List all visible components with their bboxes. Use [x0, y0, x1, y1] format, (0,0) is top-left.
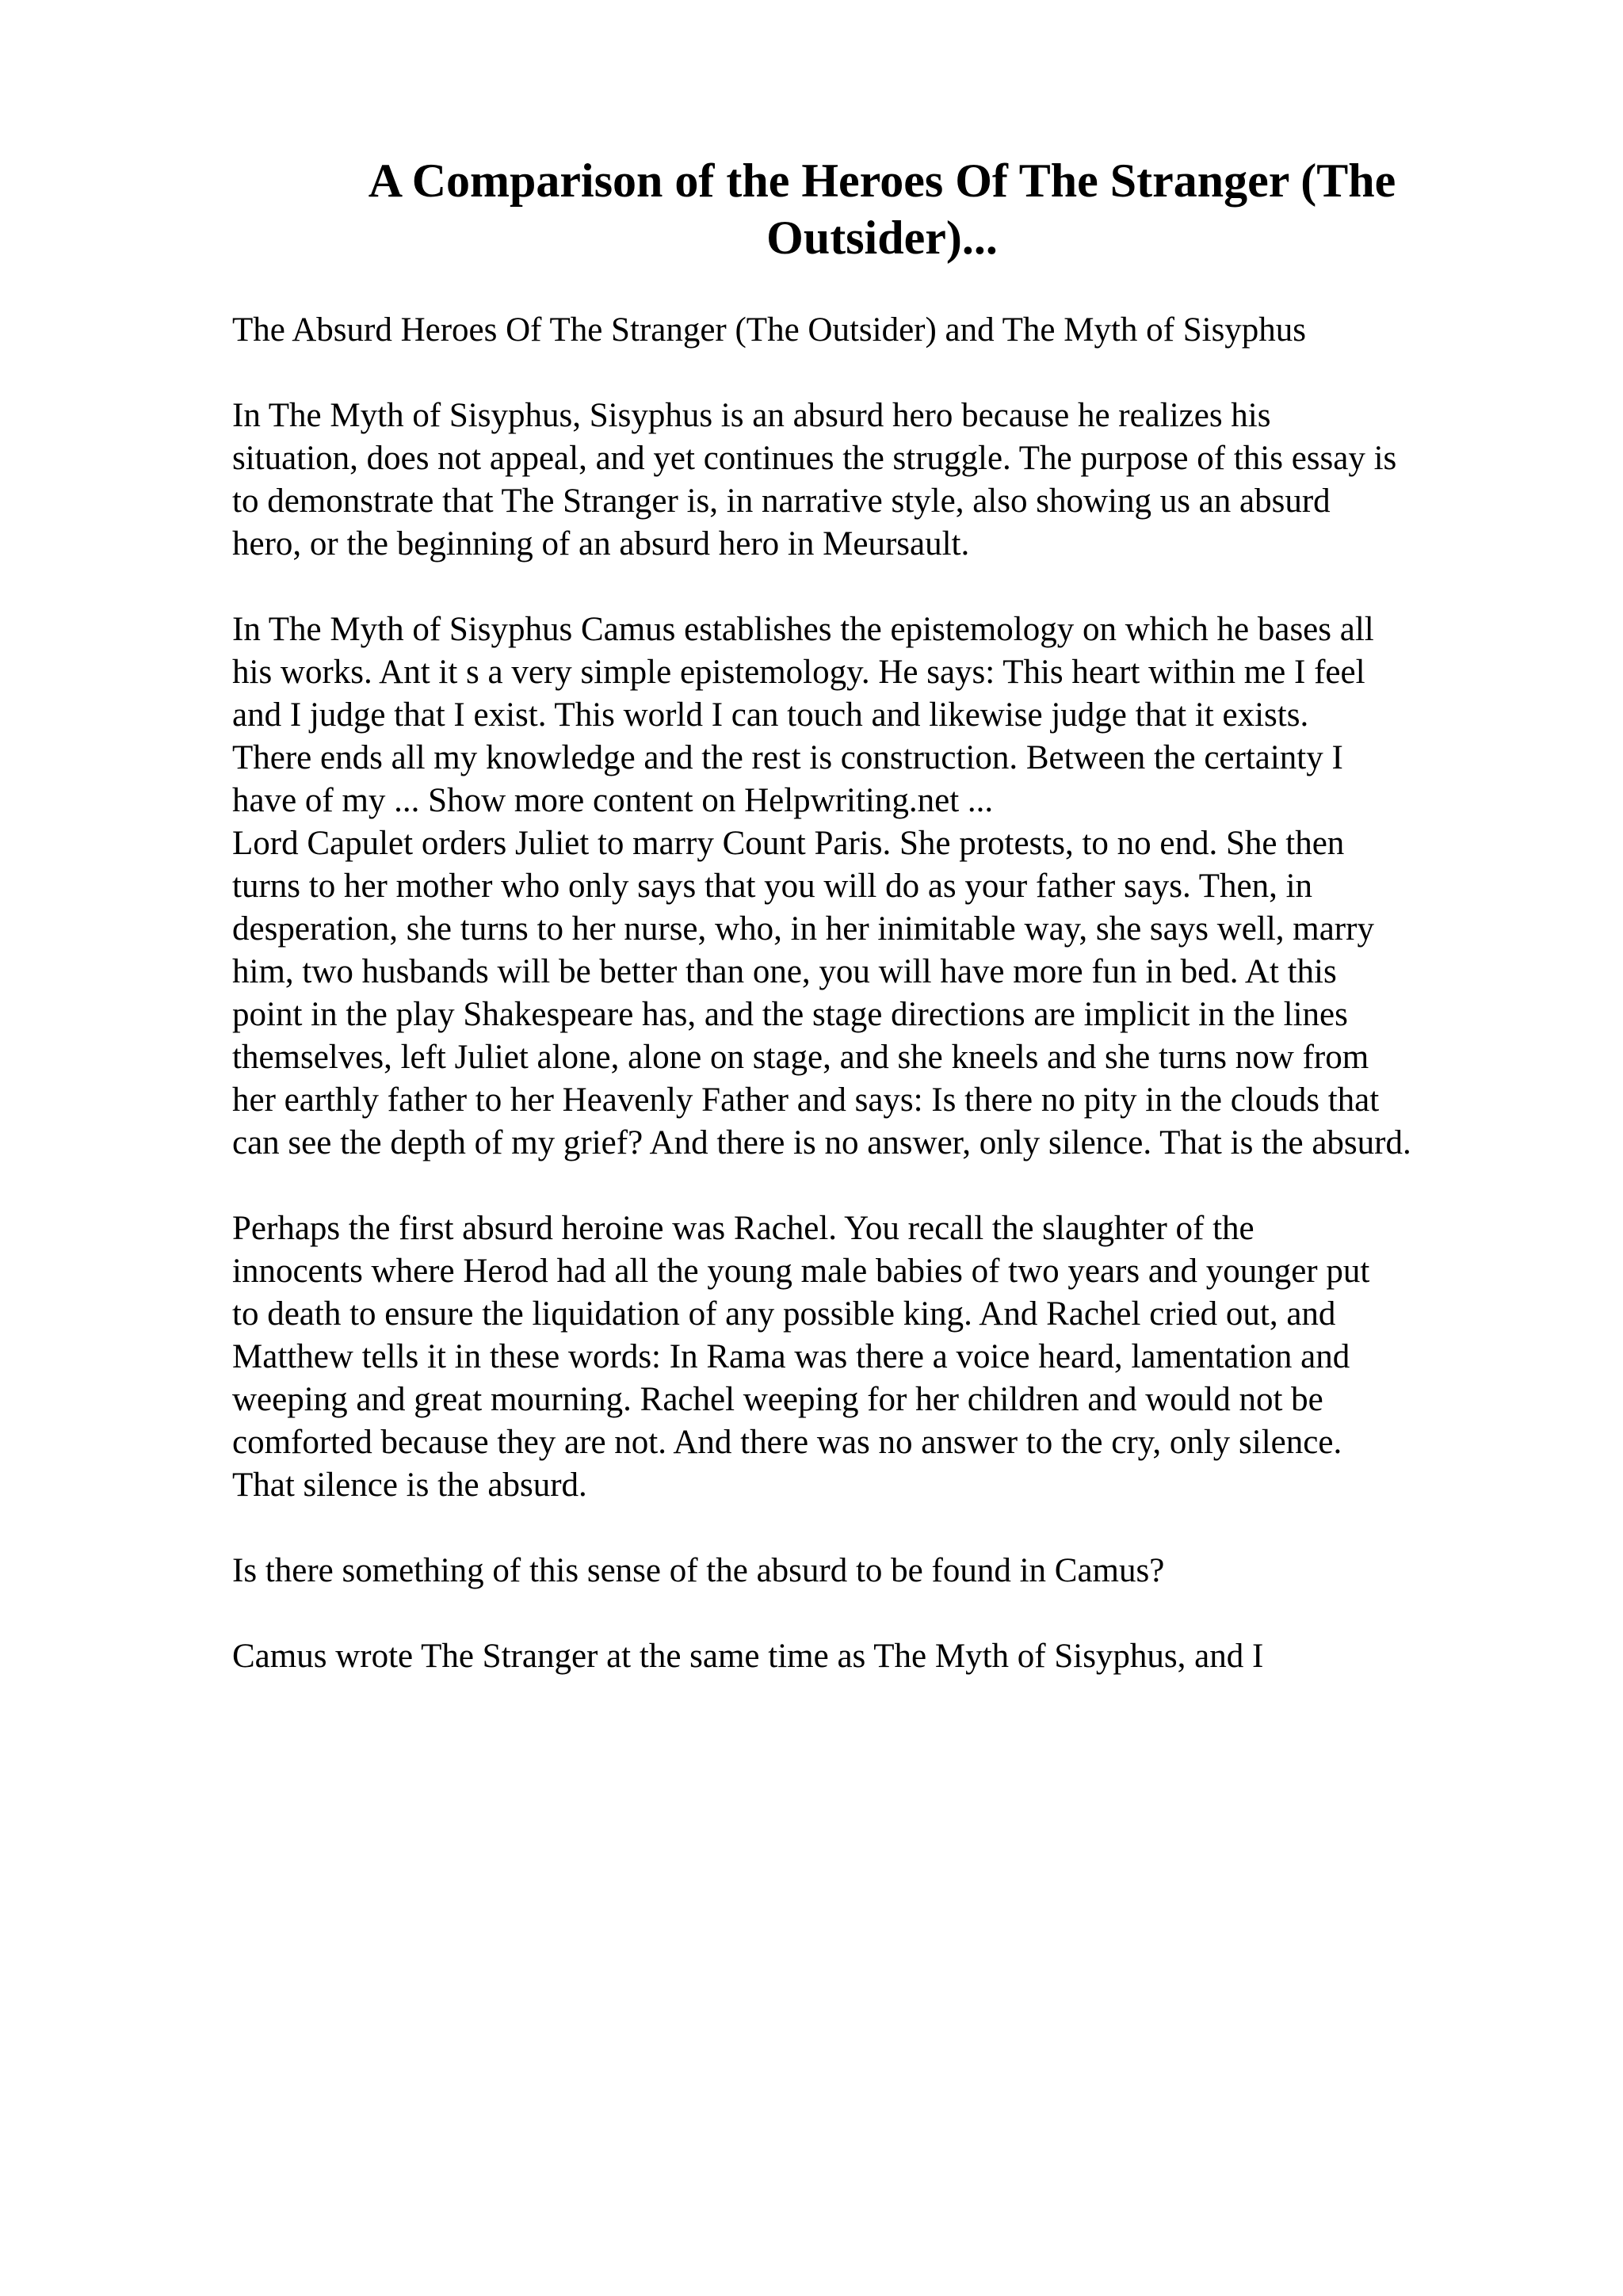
paragraph-line: In The Myth of Sisyphus, Sisyphus is an absurd hero because he realizes his	[232, 397, 1271, 434]
paragraph-line: him, two husbands will be better than one, you will have more fun in bed. At this	[232, 953, 1337, 990]
paragraph-line: comforted because they are not. And there was no answer to the cry, only silence.	[232, 1424, 1342, 1461]
paragraph-line: Matthew tells it in these words: In Rama was there a voice heard, lamentation and	[232, 1338, 1350, 1375]
paragraph-line: Is there something of this sense of the absurd to be found in Camus?	[232, 1552, 1165, 1589]
paragraph-line: Lord Capulet orders Juliet to marry Count Paris. She protests, to no end. She then	[232, 825, 1345, 862]
paragraph-line: situation, does not appeal, and yet continues the struggle. The purpose of this essay is	[232, 440, 1397, 477]
paragraph-line: hero, or the beginning of an absurd hero in Meursault.	[232, 525, 970, 563]
paragraph-line: Camus wrote The Stranger at the same time as The Myth of Sisyphus, and I	[232, 1638, 1264, 1675]
paragraph-line: themselves, left Juliet alone, alone on stage, and she kneels and she turns now from	[232, 1039, 1369, 1076]
paragraph-6	[232, 1635, 1532, 1678]
paragraph-line: In The Myth of Sisyphus Camus establishes the epistemology on which he bases all	[232, 611, 1374, 648]
document-title	[240, 152, 1524, 266]
paragraph-line: turns to her mother who only says that you will do as your father says. Then, in	[232, 868, 1313, 905]
paragraph-5	[232, 1550, 1532, 1592]
paragraph-line: desperation, she turns to her nurse, who, in her inimitable way, she says well, marry	[232, 910, 1374, 948]
paragraph-line: to demonstrate that The Stranger is, in narrative style, also showing us an absurd	[232, 482, 1331, 520]
paragraph-line: There ends all my knowledge and the rest is construction. Between the certainty I	[232, 739, 1343, 776]
paragraph-line: to death to ensure the liquidation of any possible king. And Rachel cried out, and	[232, 1295, 1336, 1333]
paragraph-2	[232, 608, 1532, 822]
title-line: Outsider)...	[766, 212, 998, 264]
paragraph-line: can see the depth of my grief? And there is no answer, only silence. That is the absurd.	[232, 1124, 1411, 1161]
title-line: A Comparison of the Heroes Of The Stranger (The	[368, 154, 1396, 207]
paragraph-4	[232, 1207, 1532, 1507]
document-subtitle: The Absurd Heroes Of The Stranger (The Outsider) and The Myth of Sisyphus	[232, 311, 1307, 349]
paragraph-line: her earthly father to her Heavenly Father and says: Is there no pity in the clouds that	[232, 1081, 1380, 1119]
paragraph-line: That silence is the absurd.	[232, 1466, 587, 1504]
paragraph-line: have of my ... Show more content on Helpwriting.net ...	[232, 782, 994, 819]
paragraph-line: Perhaps the first absurd heroine was Rachel. You recall the slaughter of the	[232, 1210, 1254, 1247]
paragraph-line: point in the play Shakespeare has, and the stage directions are implicit in the lines	[232, 996, 1348, 1033]
paragraph-line: his works. Ant it s a very simple epistemology. He says: This heart within me I feel	[232, 654, 1365, 691]
paragraph-line: and I judge that I exist. This world I can touch and likewise judge that it exists.	[232, 696, 1309, 734]
paragraph-1	[232, 395, 1532, 566]
document-content	[232, 152, 1532, 1678]
paragraph-3	[232, 822, 1532, 1165]
paragraph-line: innocents where Herod had all the young male babies of two years and younger put	[232, 1253, 1370, 1290]
paragraph-line: weeping and great mourning. Rachel weeping for her children and would not be	[232, 1381, 1323, 1418]
